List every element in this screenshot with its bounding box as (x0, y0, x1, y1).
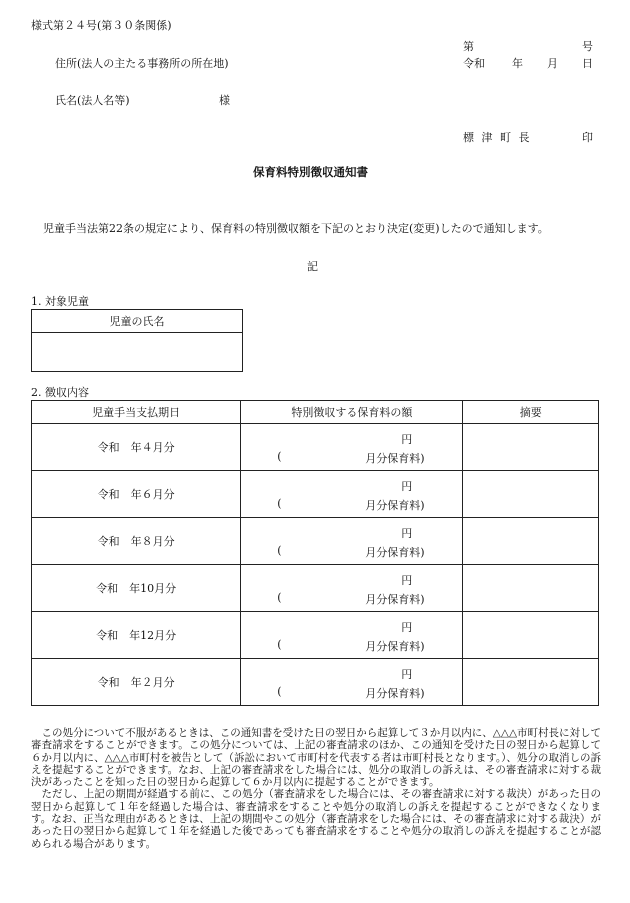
amount-cell[interactable] (241, 518, 463, 565)
table-row (32, 612, 599, 659)
amount-header: 特別徴収する保育料の額 (241, 401, 463, 424)
issue-month: 月 (547, 57, 558, 70)
issue-number-suffix: 号 (582, 40, 593, 53)
child-name-header: 児童の氏名 (32, 310, 243, 333)
table-row (32, 471, 599, 518)
open-paren: ( (277, 638, 282, 651)
remarks-cell[interactable] (463, 565, 599, 612)
appeal-notes (31, 727, 601, 850)
month-fee-label: 月分保育料) (365, 687, 425, 700)
payment-period: 令和 年10月分 (32, 565, 241, 612)
yen-unit: 円 (401, 574, 413, 587)
month-fee-label: 月分保育料) (365, 499, 425, 512)
remarks-cell[interactable] (463, 518, 599, 565)
yen-unit: 円 (401, 433, 413, 446)
section2-heading: 2. 徴収内容 (31, 386, 89, 399)
yen-unit: 円 (401, 668, 413, 681)
child-table (31, 309, 243, 372)
month-fee-label: 月分保育料) (365, 593, 425, 606)
issue-day: 日 (582, 57, 593, 70)
yen-unit: 円 (401, 480, 413, 493)
month-fee-label: 月分保育料) (365, 546, 425, 559)
amount-cell[interactable] (241, 612, 463, 659)
payment-date-header: 児童手当支払期日 (32, 401, 241, 424)
payment-period: 令和 年６月分 (32, 471, 241, 518)
honorific: 様 (219, 94, 230, 107)
table-row (32, 565, 599, 612)
issuer-title: 標 津 町 長 (463, 131, 532, 144)
issue-era: 令和 (463, 57, 485, 70)
yen-unit: 円 (401, 621, 413, 634)
appeal-note-paragraph: この処分について不服があるときは、この通知書を受けた日の翌日から起算して３か月以内に、△△△市町村長に対して審査請求をすることができます。この処分については、上記の審査請求のほか、この通知を受けた日の翌日から起算して６か月以内に、△△△市町村を被告として（訴訟において市町村を代表する者は市町村長となります。）、処分の取消しの訴えを提起することができます。なお、上記の審査請求をした場合には、処分の取消しの訴えは、その審査請求に対する裁決があったことを知った日の翌日から起算して６か月以内に提起することができます。 (31, 727, 602, 789)
issue-year: 年 (512, 57, 523, 70)
payment-period: 令和 年12月分 (32, 612, 241, 659)
remarks-cell[interactable] (463, 612, 599, 659)
ki-label: 記 (307, 260, 318, 273)
issue-number-label: 第 (463, 40, 474, 53)
payment-period: 令和 年４月分 (32, 424, 241, 471)
open-paren: ( (277, 497, 282, 510)
remarks-cell[interactable] (463, 471, 599, 518)
yen-unit: 円 (401, 527, 413, 540)
open-paren: ( (277, 591, 282, 604)
amount-cell[interactable] (241, 659, 463, 706)
form-number: 様式第２４号(第３０条関係) (31, 19, 172, 32)
collection-table (31, 400, 599, 706)
month-fee-label: 月分保育料) (365, 452, 425, 465)
month-fee-label: 月分保育料) (365, 640, 425, 653)
section1-heading: 1. 対象児童 (31, 295, 89, 308)
name-label: 氏名(法人名等) (55, 94, 130, 107)
amount-cell[interactable] (241, 471, 463, 518)
amount-cell[interactable] (241, 424, 463, 471)
payment-period: 令和 年２月分 (32, 659, 241, 706)
address-label: 住所(法人の主たる事務所の所在地) (55, 57, 229, 70)
amount-cell[interactable] (241, 565, 463, 612)
table-row (32, 518, 599, 565)
payment-period: 令和 年８月分 (32, 518, 241, 565)
intro-text: 児童手当法第22条の規定により、保育料の特別徴収額を下記のとおり決定(変更)したので通知します。 (43, 222, 549, 235)
open-paren: ( (277, 450, 282, 463)
table-row (32, 424, 599, 471)
issuer-seal: 印 (582, 131, 593, 144)
open-paren: ( (277, 685, 282, 698)
appeal-note-paragraph: ただし、上記の期間が経過する前に、この処分（審査請求をした場合には、その審査請求に対する裁決）があった日の翌日から起算して１年を経過した場合は、審査請求をすることや処分の取消しの訴えを提起することができなくなります。なお、正当な理由があるときは、上記の期間やこの処分（審査請求をした場合には、その審査請求に対する裁決）があった日の翌日から起算して１年を経過した後であっても審査請求をすることや処分の取消しの訴えを提起することが認められる場合があります。 (31, 788, 601, 850)
remarks-cell[interactable] (463, 659, 599, 706)
remarks-cell[interactable] (463, 424, 599, 471)
table-row (32, 659, 599, 706)
open-paren: ( (277, 544, 282, 557)
document-title: 保育料特別徴収通知書 (253, 165, 368, 179)
remarks-header: 摘要 (463, 401, 599, 424)
child-name-cell[interactable] (32, 333, 243, 372)
